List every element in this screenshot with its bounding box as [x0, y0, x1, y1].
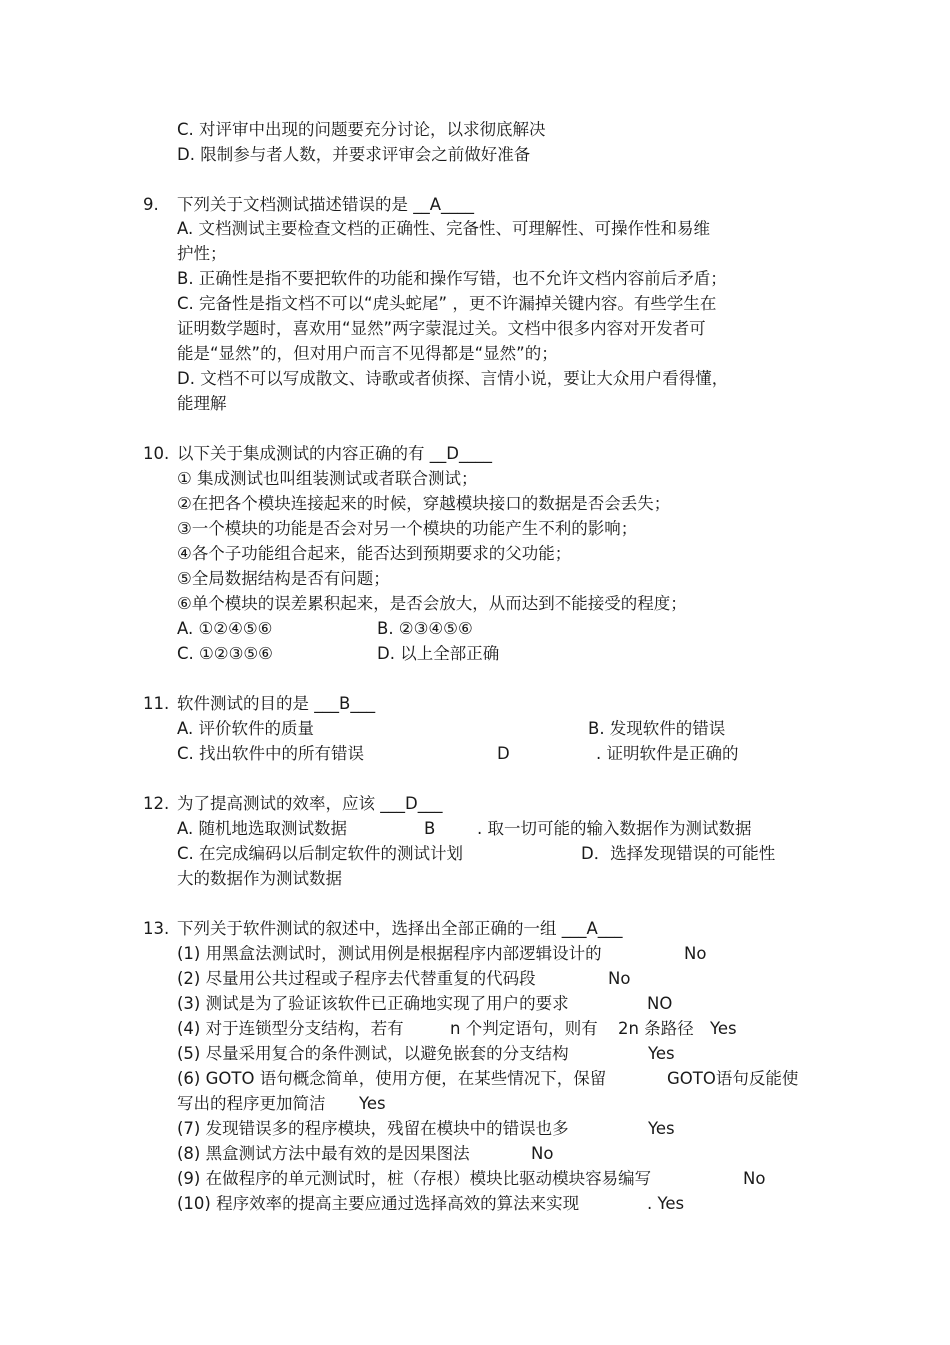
- statement-answer: NO: [647, 994, 673, 1013]
- option-b: B. 发现软件的错误: [588, 719, 726, 738]
- statement-answer: . Yes: [647, 1194, 685, 1213]
- statement-answer: Yes: [648, 1119, 675, 1138]
- statement-item: (10) 程序效率的提高主要应通过选择高效的算法来实现: [177, 1194, 580, 1213]
- statement-answer: No: [531, 1144, 554, 1163]
- statement-item: (6) GOTO 语句概念简单，使用方便，在某些情况下，保留: [177, 1069, 607, 1088]
- question-stem: 为了提高测试的效率，应该 ___D___: [177, 794, 443, 813]
- option-a: A. 随机地选取测试数据: [177, 819, 347, 838]
- option-b: . 取一切可能的输入数据作为测试数据: [477, 819, 752, 838]
- question-stem: 以下关于集成测试的内容正确的有 __D____: [177, 444, 492, 463]
- option-d-cont: 大的数据作为测试数据: [177, 869, 342, 888]
- statement-answer: No: [743, 1169, 766, 1188]
- statement-item-cont: 写出的程序更加简洁: [177, 1094, 326, 1113]
- option-b: B. ②③④⑤⑥: [377, 619, 473, 638]
- option-c: C. 在完成编码以后制定软件的测试计划: [177, 844, 464, 863]
- option-c: C. 完备性是指文档不可以“虎头蛇尾” ，更不许漏掉关键内容。有些学生在: [177, 294, 717, 313]
- option-d: D. 限制参与者人数，并要求评审会之前做好准备: [177, 145, 531, 164]
- statement-item: ⑥单个模块的误差累积起来，是否会放大，从而达到不能接受的程度；: [177, 594, 687, 613]
- question-stem: 下列关于文档测试描述错误的是 __A____: [177, 195, 475, 214]
- statement-item: (3) 测试是为了验证该软件已正确地实现了用户的要求: [177, 994, 569, 1013]
- statement-item-part: n 个判定语句，则有: [450, 1019, 598, 1038]
- statement-answer: No: [684, 944, 707, 963]
- option-a-cont: 护性；: [177, 244, 227, 263]
- statement-item: ④各个子功能组合起来，能否达到预期要求的父功能；: [177, 544, 572, 563]
- statement-item: (5) 尽量采用复合的条件测试，以避免嵌套的分支结构: [177, 1044, 569, 1063]
- option-d: D. 文档不可以写成散文、诗歌或者侦探、言情小说，要让大众用户看得懂，: [177, 369, 729, 388]
- option-a: A. ①②④⑤⑥: [177, 619, 273, 638]
- statement-item: (1) 用黑盒法测试时，测试用例是根据程序内部逻辑设计的: [177, 944, 602, 963]
- question-number: 9.: [143, 195, 159, 214]
- option-c: C. ①②③⑤⑥: [177, 644, 273, 663]
- option-c-cont: 证明数学题时，喜欢用“显然”两字蒙混过关。文档中很多内容对开发者可: [177, 319, 706, 338]
- option-b: B. 正确性是指不要把软件的功能和操作写错，也不允许文档内容前后矛盾；: [177, 269, 727, 288]
- option-d: D. 以上全部正确: [377, 644, 500, 663]
- option-d-letter: D: [497, 744, 510, 763]
- option-c-cont: 能是“显然”的，但对用户而言不见得都是“显然”的；: [177, 344, 558, 363]
- statement-item-part: 2n 条路径: [618, 1019, 694, 1038]
- statement-item: ① 集成测试也叫组装测试或者联合测试；: [177, 469, 478, 488]
- question-stem: 下列关于软件测试的叙述中，选择出全部正确的一组 ___A___: [177, 919, 623, 938]
- option-d: D．选择发现错误的可能性: [581, 844, 776, 863]
- option-a: A. 评价软件的质量: [177, 719, 314, 738]
- question-number: 11.: [143, 694, 170, 713]
- statement-item: (8) 黑盒测试方法中最有效的是因果图法: [177, 1144, 470, 1163]
- option-b-letter: B: [424, 819, 436, 838]
- option-a: A. 文档测试主要检查文档的正确性、完备性、可理解性、可操作性和易维: [177, 219, 710, 238]
- statement-item: ②在把各个模块连接起来的时候，穿越模块接口的数据是否会丢失；: [177, 494, 671, 513]
- option-c: C. 找出软件中的所有错误: [177, 744, 365, 763]
- statement-item: (9) 在做程序的单元测试时，桩（存根）模块比驱动模块容易编写: [177, 1169, 652, 1188]
- question-number: 10.: [143, 444, 170, 463]
- statement-item: (7) 发现错误多的程序模块，残留在模块中的错误也多: [177, 1119, 569, 1138]
- option-d: . 证明软件是正确的: [596, 744, 739, 763]
- statement-item: ③一个模块的功能是否会对另一个模块的功能产生不利的影响；: [177, 519, 638, 538]
- statement-answer: Yes: [710, 1019, 737, 1038]
- question-number: 12.: [143, 794, 170, 813]
- option-d-cont: 能理解: [177, 394, 227, 413]
- statement-item: ⑤全局数据结构是否有问题；: [177, 569, 390, 588]
- option-c: C. 对评审中出现的问题要充分讨论，以求彻底解决: [177, 120, 546, 139]
- question-stem: 软件测试的目的是 ___B___: [177, 694, 376, 713]
- statement-item: (2) 尽量用公共过程或子程序去代替重复的代码段: [177, 969, 536, 988]
- statement-answer: Yes: [359, 1094, 386, 1113]
- question-number: 13.: [143, 919, 170, 938]
- statement-item: (4) 对于连锁型分支结构，若有: [177, 1019, 404, 1038]
- statement-answer: No: [608, 969, 631, 988]
- statement-item-part: GOTO语句反能使: [667, 1069, 799, 1088]
- statement-answer: Yes: [648, 1044, 675, 1063]
